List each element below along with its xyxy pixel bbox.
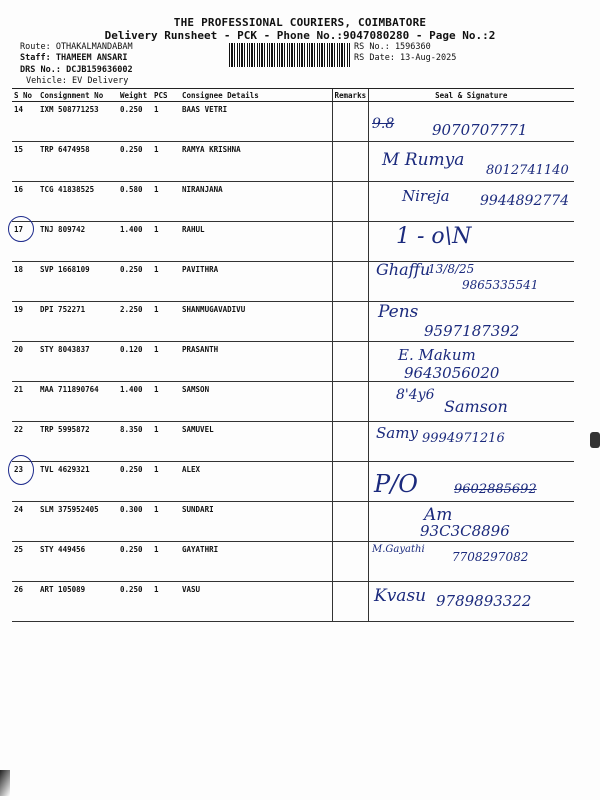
signature-row-18-date: 13/8/25 — [428, 262, 475, 276]
runsheet-title: Delivery Runsheet - PCK - Phone No.:9047080280 - Page No.:2 — [104, 29, 496, 42]
row-consignment: STY 449456 — [38, 542, 118, 582]
row-consignee: SAMSON — [180, 382, 332, 422]
row-remarks — [332, 582, 368, 622]
signature-row-16-phone: 9944892774 — [480, 193, 570, 209]
row-weight: 0.300 — [118, 502, 152, 542]
signature-row-24-name: Am — [424, 505, 453, 525]
row-remarks — [332, 142, 368, 182]
row-consignee: BAAS VETRI — [180, 102, 332, 142]
row-weight: 0.120 — [118, 342, 152, 382]
table-row — [12, 222, 574, 262]
signature-row-15-name: M Rumya — [382, 150, 465, 170]
row-sno: 22 — [12, 422, 38, 462]
signature-row-21-name: Samson — [444, 397, 508, 416]
table-body — [12, 102, 574, 622]
circle-mark-row-17 — [8, 216, 34, 242]
row-remarks — [332, 462, 368, 502]
row-weight: 1.400 — [118, 382, 152, 422]
rs-date: RS Date: 13-Aug-2025 — [354, 53, 457, 63]
signature-row-26-name: Kvasu — [374, 586, 427, 606]
signature-row-14-phone: 9070707771 — [432, 121, 528, 139]
row-weight: 0.250 — [118, 462, 152, 502]
row-weight: 2.250 — [118, 302, 152, 342]
row-weight: 0.250 — [118, 542, 152, 582]
row-consignment: IXM 508771253 — [38, 102, 118, 142]
row-pcs: 1 — [152, 422, 180, 462]
row-consignment: TRP 5995872 — [38, 422, 118, 462]
row-consignment: SLM 375952405 — [38, 502, 118, 542]
row-remarks — [332, 382, 368, 422]
drs-label: DRS No.: — [20, 65, 61, 75]
row-consignee: GAYATHRI — [180, 542, 332, 582]
row-consignment: SVP 1668109 — [38, 262, 118, 302]
row-pcs: 1 — [152, 182, 180, 222]
row-remarks — [332, 262, 368, 302]
signature-row-22-name: Samy — [376, 424, 418, 442]
signature-row-25-phone: 7708297082 — [452, 550, 529, 564]
row-remarks — [332, 182, 368, 222]
row-consignment: ART 105089 — [38, 582, 118, 622]
row-remarks — [332, 502, 368, 542]
vehicle-info: Vehicle: EV Delivery — [26, 76, 129, 86]
row-pcs: 1 — [152, 262, 180, 302]
signature-row-23-name: P/O — [374, 470, 418, 498]
signature-row-18-name: Ghaffu — [376, 260, 431, 279]
row-consignee: RAHUL — [180, 222, 332, 262]
staff-name: THAMEEM ANSARI — [55, 53, 128, 63]
row-consignee: SUNDARI — [180, 502, 332, 542]
drs-number: DCJB159636002 — [66, 65, 133, 75]
row-consignment: STY 8043837 — [38, 342, 118, 382]
row-sno: 21 — [12, 382, 38, 422]
row-consignee: VASU — [180, 582, 332, 622]
barcode — [229, 43, 351, 67]
signature-row-22-phone: 9994971216 — [422, 431, 505, 446]
row-weight: 8.350 — [118, 422, 152, 462]
row-pcs: 1 — [152, 102, 180, 142]
signature-row-23-phone: 9602885692 — [454, 482, 537, 497]
company-title: THE PROFESSIONAL COURIERS, COIMBATORE — [173, 16, 427, 29]
row-consignee: PAVITHRA — [180, 262, 332, 302]
row-sno: 15 — [12, 142, 38, 182]
scan-edge-mark — [0, 770, 10, 796]
row-pcs: 1 — [152, 582, 180, 622]
row-sno: 26 — [12, 582, 38, 622]
row-pcs: 1 — [152, 382, 180, 422]
row-consignee: PRASANTH — [180, 342, 332, 382]
staff-label: Staff: — [20, 53, 51, 63]
row-pcs: 1 — [152, 342, 180, 382]
signature-row-21-mark: 8'4y6 — [396, 387, 435, 403]
row-pcs: 1 — [152, 502, 180, 542]
row-consignment: TNJ 809742 — [38, 222, 118, 262]
row-sno: 25 — [12, 542, 38, 582]
staff-info — [20, 53, 128, 64]
row-weight: 0.250 — [118, 102, 152, 142]
signature-row-17: 1 - o\N — [396, 224, 472, 249]
row-weight: 1.400 — [118, 222, 152, 262]
route-info: Route: OTHAKALMANDABAM — [20, 42, 133, 52]
col-consignee: Consignee Details — [180, 89, 332, 102]
row-remarks — [332, 542, 368, 582]
table-header-row — [12, 89, 574, 102]
row-pcs: 1 — [152, 462, 180, 502]
row-sno: 14 — [12, 102, 38, 142]
signature-row-19-name: Pens — [378, 302, 419, 322]
row-sno: 16 — [12, 182, 38, 222]
row-consignment: TRP 6474958 — [38, 142, 118, 182]
row-weight: 0.250 — [118, 582, 152, 622]
row-pcs: 1 — [152, 142, 180, 182]
row-consignee: SAMUVEL — [180, 422, 332, 462]
col-pcs: PCS — [152, 89, 180, 102]
circle-mark-row-23 — [8, 455, 34, 485]
row-sno: 19 — [12, 302, 38, 342]
row-pcs: 1 — [152, 222, 180, 262]
row-consignment: TCG 41838525 — [38, 182, 118, 222]
row-weight: 0.250 — [118, 142, 152, 182]
signature-row-19-phone: 9597187392 — [424, 322, 520, 340]
row-pcs: 1 — [152, 302, 180, 342]
signature-row-24-phone: 93C3C8896 — [420, 522, 510, 540]
row-weight: 0.250 — [118, 262, 152, 302]
signature-row-16-name: Nireja — [402, 187, 450, 205]
signature-row-25-name: M.Gayathi — [372, 544, 425, 555]
row-remarks — [332, 342, 368, 382]
signature-row-14-scribble: 9.8 — [372, 116, 395, 132]
row-sno: 23 — [12, 462, 38, 502]
row-remarks — [332, 422, 368, 462]
row-sno: 24 — [12, 502, 38, 542]
row-consignee: SHANMUGAVADIVU — [180, 302, 332, 342]
signature-row-20-name: E. Makum — [398, 346, 476, 364]
col-weight: Weight — [118, 89, 152, 102]
col-sno: S No — [12, 89, 38, 102]
row-consignment: MAA 711890764 — [38, 382, 118, 422]
scan-edge-mark — [590, 432, 600, 448]
col-signature: Seal & Signature — [368, 89, 574, 102]
row-sno: 20 — [12, 342, 38, 382]
signature-row-15-phone: 8012741140 — [486, 163, 569, 178]
row-consignee: ALEX — [180, 462, 332, 502]
signature-row-20-phone: 9643056020 — [404, 364, 500, 382]
rs-number: RS No.: 1596360 — [354, 42, 431, 52]
row-consignment: DPI 752271 — [38, 302, 118, 342]
row-consignee: NIRANJANA — [180, 182, 332, 222]
row-weight: 0.580 — [118, 182, 152, 222]
drs-info — [20, 65, 133, 76]
col-consignment: Consignment No — [38, 89, 118, 102]
row-consignment: TVL 4629321 — [38, 462, 118, 502]
row-sno: 17 — [12, 222, 38, 262]
col-remarks: Remarks — [332, 89, 368, 102]
row-remarks — [332, 102, 368, 142]
row-remarks — [332, 222, 368, 262]
row-pcs: 1 — [152, 542, 180, 582]
signature-row-18-phone: 9865335541 — [462, 278, 539, 292]
row-consignee: RAMYA KRISHNA — [180, 142, 332, 182]
row-sno: 18 — [12, 262, 38, 302]
row-remarks — [332, 302, 368, 342]
signature-row-26-phone: 9789893322 — [436, 592, 532, 610]
